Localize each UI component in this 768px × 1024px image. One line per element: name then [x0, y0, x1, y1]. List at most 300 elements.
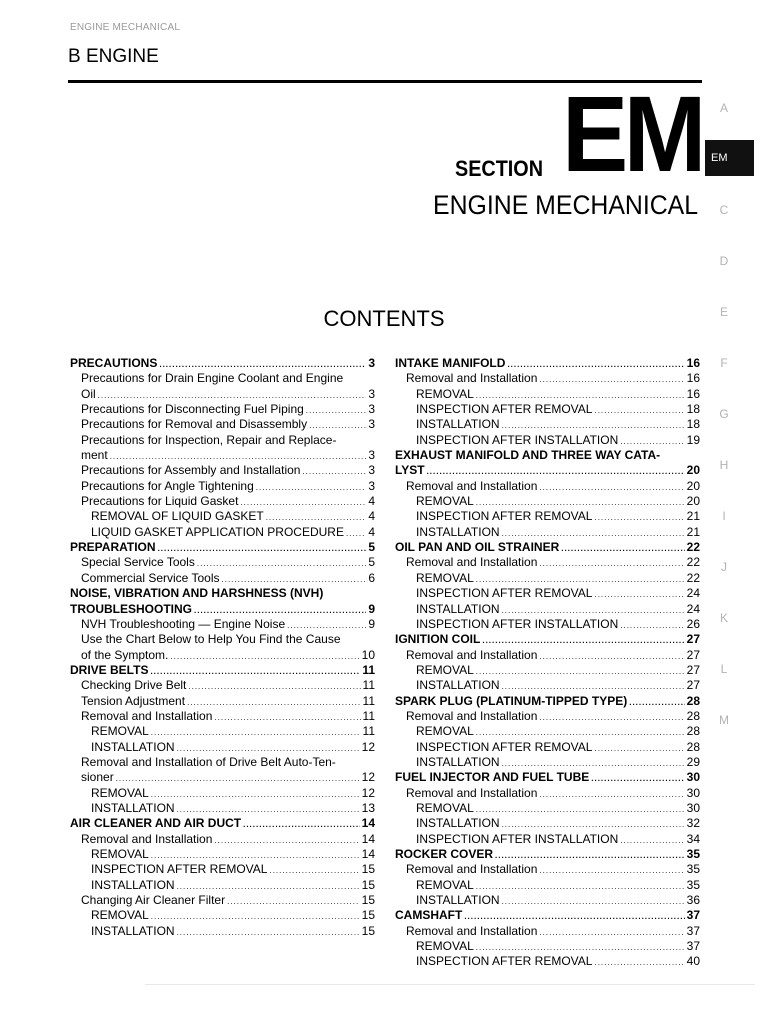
toc-page-number: 11 [362, 678, 375, 693]
toc-dot-leader [309, 418, 366, 433]
side-tab-l[interactable]: L [720, 662, 728, 676]
toc-dot-leader [227, 894, 360, 909]
toc-entry-title: Precautions for Liquid Gasket [81, 494, 239, 509]
toc-entry-title: INSTALLATION [416, 524, 500, 539]
toc-entry[interactable] [395, 786, 700, 801]
toc-page-number: 27 [686, 647, 700, 662]
toc-entry-title: Removal and Installation [406, 708, 538, 723]
toc-page-number: 30 [686, 770, 700, 785]
toc-entry[interactable] [70, 586, 375, 601]
side-tab-c[interactable]: C [719, 203, 729, 217]
toc-dot-leader [170, 649, 359, 664]
toc-page-number: 37 [686, 939, 700, 954]
toc-page-number: 11 [362, 693, 375, 708]
contents-heading: CONTENTS [323, 306, 445, 331]
toc-entry[interactable] [70, 371, 375, 386]
side-tab-j[interactable]: J [721, 560, 727, 574]
toc-entry-title: OIL PAN AND OIL STRAINER [395, 540, 560, 555]
toc-entry-title: Precautions for Angle Tightening [81, 478, 254, 493]
toc-entry[interactable] [395, 525, 700, 540]
toc-entry-title: Removal and Installation [81, 708, 213, 723]
toc-dot-leader [151, 725, 361, 740]
toc-entry-title: INSTALLATION [91, 800, 175, 815]
toc-entry[interactable] [395, 356, 700, 371]
toc-entry[interactable] [70, 402, 375, 417]
toc-entry-title: INSPECTION AFTER INSTALLATION [416, 616, 619, 631]
toc-entry-title: INSTALLATION [416, 678, 500, 693]
toc-entry[interactable] [70, 555, 375, 570]
toc-entry[interactable] [395, 832, 700, 847]
toc-entry[interactable] [395, 402, 700, 417]
toc-entry[interactable] [395, 586, 700, 601]
toc-dot-leader [561, 541, 684, 556]
toc-entry[interactable] [395, 954, 700, 969]
toc-page-number: 4 [368, 494, 375, 509]
toc-page-number: 5 [368, 555, 375, 570]
toc-entry-title: Changing Air Cleaner Filter [81, 893, 226, 908]
toc-entry[interactable] [70, 709, 375, 724]
toc-page-number: 27 [686, 632, 700, 647]
side-tab-i[interactable]: I [722, 509, 726, 523]
toc-entry[interactable] [395, 540, 700, 555]
toc-dot-leader [539, 787, 684, 802]
toc-entry-title: Special Service Tools [81, 555, 195, 570]
toc-page-number: 37 [686, 908, 700, 923]
toc-entry-title: INSTALLATION [416, 893, 500, 908]
toc-entry-title: INSPECTION AFTER REMOVAL [416, 586, 593, 601]
toc-page-number: 19 [686, 432, 700, 447]
toc-entry[interactable] [395, 433, 700, 448]
toc-entry-title: AIR CLEANER AND AIR DUCT [70, 816, 242, 831]
toc-entry-title: Removal and Installation [406, 371, 538, 386]
toc-dot-leader [594, 510, 684, 525]
toc-dot-leader [502, 418, 685, 433]
side-tab-em[interactable]: EM [705, 140, 754, 176]
side-tab-f[interactable]: F [720, 356, 728, 370]
toc-dot-leader [620, 833, 684, 848]
toc-entry[interactable] [70, 433, 375, 448]
toc-entry[interactable] [395, 387, 700, 402]
toc-entry-title: LIQUID GASKET APPLICATION PROCEDURE [91, 524, 344, 539]
toc-entry-title: DRIVE BELTS [70, 662, 149, 677]
toc-page-number: 14 [361, 847, 375, 861]
section-label: SECTION [455, 156, 544, 181]
side-tab-a[interactable]: A [719, 101, 728, 115]
toc-page-number: 6 [368, 570, 375, 585]
toc-entry[interactable] [70, 724, 375, 739]
toc-entry-title: Removal and Installation [406, 923, 538, 938]
toc-entry[interactable] [395, 924, 700, 939]
toc-entry-title: ROCKER COVER [395, 847, 494, 861]
toc-entry-title: REMOVAL [91, 908, 149, 923]
toc-entry-title: Oil [81, 386, 96, 401]
toc-page-number: 34 [686, 831, 700, 846]
toc-page-number: 22 [686, 555, 700, 570]
toc-entry-title: Precautions for Assembly and Installation [81, 463, 301, 478]
toc-dot-leader [594, 741, 684, 756]
toc-page-number: 3 [368, 448, 375, 463]
toc-entry-title: Removal and Installation of Drive Belt Auto-Ten- [81, 754, 336, 769]
toc-dot-leader [240, 495, 366, 510]
toc-page-number: 14 [361, 816, 375, 831]
toc-page-number: 14 [361, 831, 375, 846]
toc-page-number: 26 [686, 616, 700, 631]
toc-entry[interactable] [395, 617, 700, 632]
toc-entry[interactable] [70, 816, 375, 831]
toc-dot-leader [502, 894, 685, 909]
toc-entry-title: REMOVAL [416, 800, 474, 815]
toc-entry[interactable] [70, 525, 375, 540]
toc-page-number: 28 [686, 724, 700, 739]
toc-dot-leader [539, 372, 684, 387]
toc-entry[interactable] [395, 724, 700, 739]
toc-entry-title: REMOVAL [416, 662, 474, 677]
toc-entry[interactable] [70, 663, 375, 678]
toc-entry[interactable] [395, 479, 700, 494]
toc-dot-leader [188, 679, 360, 694]
toc-right-column [395, 356, 700, 970]
toc-dot-leader [539, 556, 684, 571]
toc-page-number: 28 [686, 739, 700, 754]
toc-entry[interactable] [70, 862, 375, 877]
toc-page-number: 21 [686, 509, 700, 524]
toc-page-number: 37 [686, 923, 700, 938]
toc-dot-leader [476, 802, 685, 817]
toc-dot-leader [502, 526, 685, 541]
toc-entry[interactable] [395, 878, 700, 893]
side-tab-k[interactable]: K [719, 611, 728, 625]
toc-entry[interactable] [395, 893, 700, 908]
group-title: B ENGINE [68, 46, 159, 67]
toc-dot-leader [620, 434, 684, 449]
toc-entry[interactable] [70, 893, 375, 908]
running-header: ENGINE MECHANICAL [70, 22, 181, 33]
toc-entry[interactable] [70, 540, 375, 555]
toc-dot-leader [151, 848, 360, 863]
toc-entry[interactable] [70, 908, 375, 923]
side-tab-e[interactable]: E [719, 305, 728, 319]
toc-page-number: 24 [686, 601, 700, 616]
toc-page-number: 15 [361, 862, 375, 877]
toc-entry-title: Commercial Service Tools [81, 570, 220, 585]
toc-page-number: 24 [686, 586, 700, 601]
toc-entry-title: REMOVAL OF LIQUID GASKET [91, 509, 264, 524]
toc-entry-title: INSPECTION AFTER REMOVAL [416, 954, 593, 969]
toc-entry-title: Removal and Installation [406, 862, 538, 877]
toc-page-number: 15 [361, 923, 375, 938]
toc-entry[interactable] [395, 908, 700, 923]
toc-entry[interactable] [70, 509, 375, 524]
toc-page-number: 20 [686, 463, 700, 478]
toc-entry[interactable] [70, 602, 375, 617]
toc-page-number: 9 [368, 616, 375, 631]
toc-dot-leader [150, 664, 360, 679]
toc-page-number: 16 [686, 356, 700, 370]
toc-entry[interactable] [395, 417, 700, 432]
toc-entry-title: Precautions for Removal and Disassembly [81, 417, 308, 432]
toc-dot-leader [594, 955, 684, 970]
toc-entry[interactable] [70, 694, 375, 709]
toc-entry-title: INSTALLATION [91, 739, 175, 754]
toc-entry[interactable] [70, 648, 375, 663]
toc-dot-leader [502, 817, 685, 832]
toc-page-number: 11 [362, 708, 375, 723]
toc-entry-title: Checking Drive Belt [81, 678, 187, 693]
section-code: EM [562, 73, 702, 194]
toc-page-number: 16 [686, 386, 700, 401]
toc-dot-leader [591, 771, 684, 786]
toc-page-number: 9 [368, 601, 375, 616]
toc-page-number: 3 [368, 478, 375, 493]
toc-entry[interactable] [395, 663, 700, 678]
toc-entry-title: Removal and Installation [406, 555, 538, 570]
toc-entry-title: REMOVAL [416, 570, 474, 585]
toc-dot-leader [539, 480, 684, 495]
toc-left-column [70, 356, 375, 939]
toc-entry[interactable] [395, 494, 700, 509]
toc-entry-title: Removal and Installation [406, 785, 538, 800]
toc-entry-title: Removal and Installation [81, 831, 213, 846]
toc-dot-leader [110, 449, 367, 464]
toc-entry-title: INSPECTION AFTER REMOVAL [416, 739, 593, 754]
toc-entry[interactable] [395, 770, 700, 785]
toc-entry-title: INSTALLATION [416, 601, 500, 616]
toc-entry-title: PRECAUTIONS [70, 356, 158, 370]
toc-page-number: 4 [368, 509, 375, 524]
toc-entry-title: REMOVAL [416, 939, 474, 954]
toc-page-number: 10 [361, 647, 375, 662]
toc-entry[interactable] [70, 832, 375, 847]
side-tab-d[interactable]: D [719, 254, 729, 268]
toc-entry-title: INSPECTION AFTER REMOVAL [416, 509, 593, 524]
toc-entry[interactable] [395, 463, 700, 478]
toc-entry[interactable] [70, 740, 375, 755]
toc-dot-leader [476, 664, 685, 679]
toc-entry-title: NOISE, VIBRATION AND HARSHNESS (NVH) [70, 586, 324, 601]
toc-entry-title: sioner [81, 770, 114, 785]
toc-entry-title: CAMSHAFT [395, 908, 463, 923]
toc-entry-title: INTAKE MANIFOLD [395, 356, 506, 370]
section-title: ENGINE MECHANICAL [432, 190, 698, 220]
toc-entry-title: INSPECTION AFTER INSTALLATION [416, 831, 619, 846]
toc-entry-title: INSTALLATION [91, 923, 175, 938]
toc-dot-leader [214, 833, 359, 848]
toc-page-number: 30 [686, 800, 700, 815]
toc-entry-title: SPARK PLUG (PLATINUM-TIPPED TYPE) [395, 693, 628, 708]
toc-dot-leader [539, 863, 684, 878]
toc-entry[interactable] [395, 555, 700, 570]
toc-entry[interactable] [70, 448, 375, 463]
toc-entry[interactable] [70, 632, 375, 647]
toc-dot-leader [287, 618, 366, 633]
toc-entry[interactable] [70, 617, 375, 632]
toc-page-number: 18 [686, 402, 700, 417]
toc-dot-leader [256, 480, 367, 495]
toc-dot-leader [502, 679, 685, 694]
toc-entry[interactable] [70, 417, 375, 432]
toc-page-number: 13 [361, 800, 375, 815]
toc-entry[interactable] [70, 479, 375, 494]
toc-dot-leader [495, 848, 685, 863]
toc-entry[interactable] [395, 509, 700, 524]
toc-entry-title: ment [81, 448, 108, 463]
toc-page-number: 15 [361, 877, 375, 892]
toc-entry-title: Removal and Installation [406, 478, 538, 493]
toc-entry[interactable] [70, 571, 375, 586]
toc-page-number: 5 [368, 540, 375, 555]
toc-dot-leader [194, 603, 366, 618]
toc-entry-title: Precautions for Drain Engine Coolant and Engine [81, 371, 344, 386]
toc-dot-leader [594, 587, 684, 602]
toc-dot-leader [222, 572, 367, 587]
toc-entry[interactable] [395, 862, 700, 877]
toc-dot-leader [306, 403, 367, 418]
toc-entry-title: REMOVAL [91, 785, 149, 800]
toc-entry[interactable] [70, 801, 375, 816]
toc-page-number: 3 [368, 356, 375, 370]
toc-page-number: 3 [368, 417, 375, 432]
toc-dot-leader [177, 741, 360, 756]
toc-page-number: 3 [368, 402, 375, 417]
toc-page-number: 32 [686, 816, 700, 831]
toc-entry[interactable] [395, 678, 700, 693]
toc-entry-title: INSPECTION AFTER REMOVAL [416, 402, 593, 417]
toc-entry-title: INSTALLATION [416, 816, 500, 831]
toc-dot-leader [266, 510, 367, 525]
toc-entry-title: Precautions for Disconnecting Fuel Piping [81, 402, 304, 417]
toc-entry[interactable] [395, 648, 700, 663]
toc-entry[interactable] [395, 632, 700, 647]
toc-entry[interactable] [70, 755, 375, 770]
toc-dot-leader [98, 388, 367, 403]
toc-entry-title: of the Symptom. [81, 647, 169, 662]
toc-entry[interactable] [70, 924, 375, 939]
toc-page-number: 16 [686, 371, 700, 386]
toc-entry[interactable] [70, 356, 375, 371]
toc-dot-leader [214, 710, 360, 725]
toc-entry[interactable] [395, 571, 700, 586]
toc-entry-title: REMOVAL [91, 724, 149, 739]
toc-dot-leader [177, 802, 360, 817]
toc-dot-leader [269, 863, 359, 878]
toc-entry[interactable] [395, 847, 700, 862]
toc-dot-leader [159, 357, 366, 372]
toc-entry-title: INSPECTION AFTER REMOVAL [91, 862, 268, 877]
toc-entry-title: REMOVAL [416, 724, 474, 739]
toc-page-number: 29 [686, 754, 700, 769]
toc-entry[interactable] [395, 371, 700, 386]
toc-dot-leader [427, 464, 685, 479]
toc-dot-leader [539, 925, 684, 940]
toc-dot-leader [151, 909, 360, 924]
toc-page-number: 11 [362, 662, 375, 677]
toc-dot-leader [187, 695, 360, 710]
toc-page-number: 15 [361, 893, 375, 908]
toc-page-number: 28 [686, 693, 700, 708]
toc-entry-title: PREPARATION [70, 540, 156, 555]
toc-page-number: 11 [362, 724, 375, 739]
toc-entry-title: REMOVAL [416, 494, 474, 509]
toc-page-number: 35 [686, 862, 700, 877]
toc-page-number: 18 [686, 417, 700, 432]
toc-entry[interactable] [395, 740, 700, 755]
toc-dot-leader [539, 649, 684, 664]
toc-dot-leader [243, 817, 360, 832]
toc-dot-leader [502, 603, 685, 618]
toc-dot-leader [476, 572, 685, 587]
toc-dot-leader [464, 909, 684, 924]
toc-entry[interactable] [70, 494, 375, 509]
toc-entry[interactable] [395, 602, 700, 617]
toc-entry-title: Tension Adjustment [81, 693, 186, 708]
toc-page-number: 12 [361, 770, 375, 785]
toc-dot-leader [302, 464, 366, 479]
toc-page-number: 12 [361, 739, 375, 754]
toc-dot-leader [151, 787, 360, 802]
toc-entry-title: Use the Chart Below to Help You Find the Cause [81, 632, 341, 647]
toc-page-number: 28 [686, 708, 700, 723]
toc-entry[interactable] [70, 786, 375, 801]
toc-page-number: 4 [368, 524, 375, 539]
toc-page-number: 36 [686, 893, 700, 908]
toc-entry-title: NVH Troubleshooting — Engine Noise [81, 616, 286, 631]
toc-entry[interactable] [395, 816, 700, 831]
toc-entry-title: IGNITION COIL [395, 632, 481, 647]
toc-dot-leader [476, 495, 685, 510]
toc-entry[interactable] [70, 463, 375, 478]
toc-page-number: 35 [686, 847, 700, 861]
toc-page-number: 27 [686, 662, 700, 677]
toc-entry-title: REMOVAL [416, 877, 474, 892]
toc-page-number: 27 [686, 678, 700, 693]
toc-entry[interactable] [70, 387, 375, 402]
toc-dot-leader [502, 756, 685, 771]
toc-entry[interactable] [395, 801, 700, 816]
side-tab-h[interactable]: H [719, 458, 729, 472]
toc-entry[interactable] [70, 678, 375, 693]
toc-page-number: 21 [686, 524, 700, 539]
toc-page-number: 30 [686, 785, 700, 800]
toc-entry-title: Precautions for Inspection, Repair and Replace- [81, 432, 337, 447]
toc-entry[interactable] [395, 709, 700, 724]
toc-dot-leader [594, 403, 684, 418]
footer-rule [145, 984, 755, 985]
toc-dot-leader [620, 618, 684, 633]
toc-dot-leader [177, 925, 360, 940]
toc-page-number: 20 [686, 494, 700, 509]
toc-entry[interactable] [70, 878, 375, 893]
toc-entry[interactable] [395, 448, 700, 463]
toc-page-number: 22 [686, 540, 700, 555]
side-tab-g[interactable]: G [719, 407, 729, 421]
toc-dot-leader [482, 633, 684, 648]
toc-dot-leader [476, 388, 685, 403]
toc-entry-title: FUEL INJECTOR AND FUEL TUBE [395, 770, 590, 785]
toc-dot-leader [197, 556, 366, 571]
toc-entry[interactable] [70, 770, 375, 785]
toc-dot-leader [158, 541, 367, 556]
toc-entry[interactable] [395, 939, 700, 954]
toc-entry-title: INSPECTION AFTER INSTALLATION [416, 432, 619, 447]
toc-dot-leader [476, 879, 685, 894]
toc-entry[interactable] [70, 847, 375, 862]
side-tab-m[interactable]: M [719, 713, 729, 727]
toc-page-number: 15 [361, 908, 375, 923]
toc-entry-title: EXHAUST MANIFOLD AND THREE WAY CATA- [395, 448, 661, 463]
toc-entry[interactable] [395, 755, 700, 770]
toc-entry[interactable] [395, 694, 700, 709]
toc-dot-leader [116, 771, 360, 786]
